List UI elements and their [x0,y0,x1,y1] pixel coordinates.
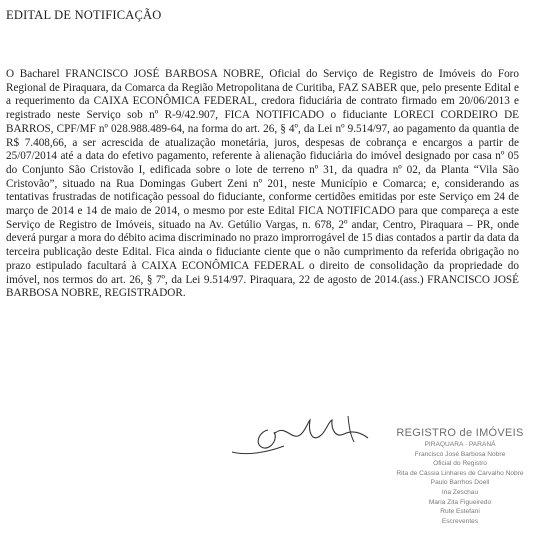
stamp-line: Escreventes [441,517,479,525]
handwritten-signature [228,412,390,460]
document-title: EDITAL DE NOTIFICAÇÃO [6,8,162,22]
stamp-line: Francisco José Barbosa Nobre [414,450,506,458]
stamp-line: Maria Zita Figueiredo [428,498,492,506]
stamp-line: Rita de Cássia Linhares de Carvalho Nobre [396,469,524,477]
notification-paragraph: O Bacharel FRANCISCO JOSÉ BARBOSA NOBRE, Oficial do Serviço de Registro de Imóveis do Foro Regional de Piraquara, da Comarca da Região Metropolitana de Curitiba, FAZ SABER que, pelo presente Edital e a requerimento da CAIXA ECONÔMICA FEDERAL, credora fiduciária de contrato firmado em 20/06/2013 e registrado neste Serviço sob nº R-9/42.907, FICA NOTIFICADO o fiduciante LORECI CORDEIRO DE BARROS, CPF/MF nº 028.988.489-64, na forma do art. 26, § 4º, da Lei nº 9.514/97, ao pagamento da quantia de R$ 7.408,66, a ser acrescida de atualização monetária, juros, despesas de cobrança e encargos a partir de 25/07/2014 até a data do efetivo pagamento, referente à alienação fiduciária do imóvel designado por casa nº 05 do Conjunto São Cristovão I, edificada sobre o lote de terreno nº 31, da quadra nº 02, da Planta “Vila São Cristovão”, situado na Rua Domingas Gubert Zeni nº 201, neste Município e Comarca; e, considerando as tentativas frustradas de notificação pessoal do fiduciante, conforme certidões emitidas por este Serviço em 24 de março de 2014 e 14 de maio de 2014, o mesmo por este Edital FICA NOTIFICADO para que compareça a este Serviço de Registro de Imóveis, situado na Av. Getúlio Vargas, n. 678, 2º andar, Centro, Piraquara – PR, onde deverá purgar a mora do débito acima discriminado no prazo improrrogável de 15 dias contados a partir da data da terceira publicação deste Edital. Fica ainda o fiduciante ciente que o não cumprimento da referida obrigação no prazo estipulado facultará à CAIXA ECONÔMICA FEDERAL o direito de consolidação da propriedade do imóvel, nos termos do art. 26, § 7º, da Lei 9.514/97. Piraquara, 22 de agosto de 2014.(ass.) FRANCISCO JOSÉ BARBOSA NOBRE, REGISTRADOR. [6,68,519,300]
stamp-line: Oficial do Registro [433,460,487,468]
registry-stamp [385,427,535,526]
stamp-line: Iria Zeschau [441,488,479,496]
stamp-line: Paulo Barrhos Doell [430,479,490,487]
stamp-line: PIRAQUARA · PARANÁ [424,441,496,448]
stamp-line: Rute Estefani [440,508,480,516]
stamp-title: REGISTRO de IMÓVEIS [396,427,524,439]
document-body [6,68,519,301]
